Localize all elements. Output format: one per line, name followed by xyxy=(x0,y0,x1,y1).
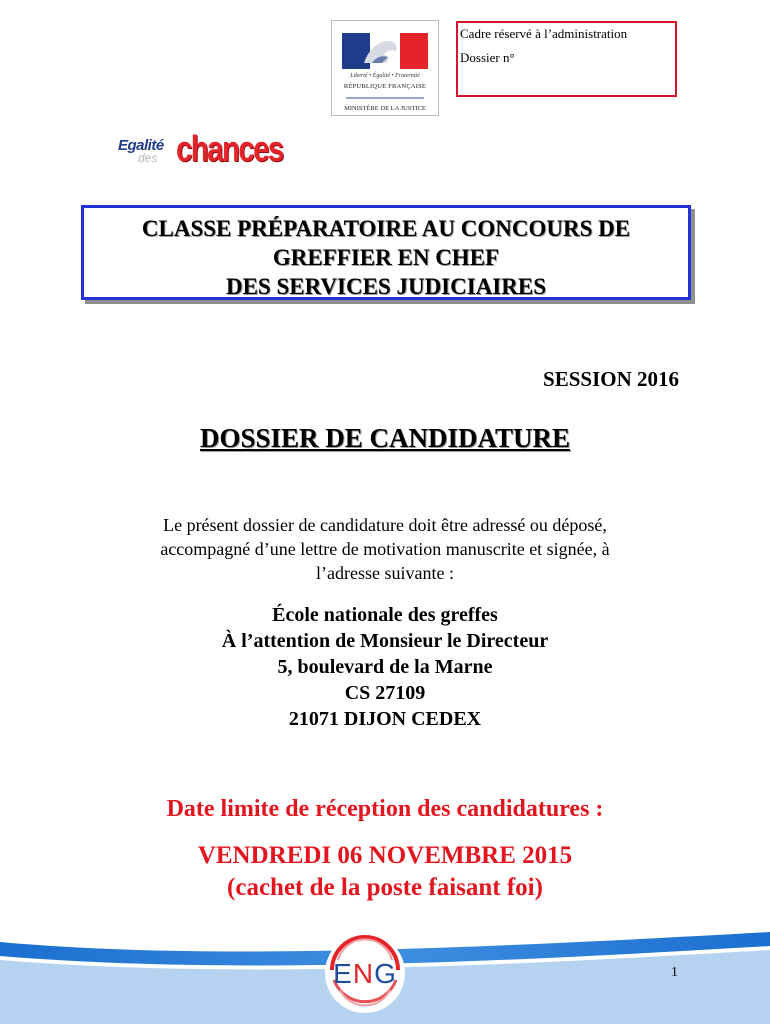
admin-reserved-box xyxy=(456,21,677,97)
egalite-des-chances-logo xyxy=(116,130,312,170)
address-line-2: À l’attention de Monsieur le Directeur xyxy=(221,630,549,652)
address-line-1: École nationale des greffes xyxy=(272,604,498,626)
intro-paragraph xyxy=(90,513,680,585)
address-line-5: 21071 DIJON CEDEX xyxy=(288,708,482,730)
address-line-4: CS 27109 xyxy=(344,682,426,704)
eng-letter-e: E xyxy=(333,958,353,989)
ministry-of-justice-logo xyxy=(331,20,439,116)
marianne-flag-icon xyxy=(342,33,428,69)
dossier-title: DOSSIER DE CANDIDATURE xyxy=(199,423,571,453)
mailing-address xyxy=(0,602,770,732)
deadline-date: VENDREDI 06 NOVEMBRE 2015 xyxy=(197,842,573,869)
eng-letter-n: N xyxy=(352,958,375,989)
deadline-block xyxy=(0,840,770,904)
republic-name: RÉPUBLIQUE FRANÇAISE xyxy=(343,83,427,90)
page-number: 1 xyxy=(671,965,678,980)
egalite-word: Egalité xyxy=(118,137,164,154)
session-label: SESSION 2016 xyxy=(543,367,679,391)
des-word: des xyxy=(138,151,158,165)
ministry-name: MINISTÈRE DE LA JUSTICE xyxy=(344,105,426,112)
eng-letter-g: G xyxy=(374,958,397,989)
republic-motto: Liberté • Égalité • Fraternité xyxy=(350,73,420,79)
title-line-1: CLASSE PRÉPARATOIRE AU CONCOURS DE xyxy=(141,216,631,241)
chances-word: chances xyxy=(176,128,283,169)
intro-line-1: Le présent dossier de candidature doit être adressé ou déposé, xyxy=(163,515,607,535)
eng-lettering xyxy=(322,958,408,990)
deadline-note: (cachet de la poste faisant foi) xyxy=(227,874,543,901)
deadline-label: Date limite de réception des candidatures : xyxy=(166,796,604,822)
eng-logo xyxy=(322,930,408,1016)
dossier-number-label: Dossier n° xyxy=(460,50,515,65)
title-box xyxy=(81,205,691,300)
admin-box-label: Cadre réservé à l’administration xyxy=(460,26,628,41)
address-line-3: 5, boulevard de la Marne xyxy=(277,656,493,678)
title-line-3: DES SERVICES JUDICIAIRES xyxy=(225,274,546,299)
title-line-2: GREFFIER EN CHEF xyxy=(272,245,500,270)
intro-line-2: accompagné d’une lettre de motivation manuscrite et signée, à xyxy=(160,539,610,559)
intro-line-3: l’adresse suivante : xyxy=(316,563,454,583)
logo-divider xyxy=(346,97,424,99)
